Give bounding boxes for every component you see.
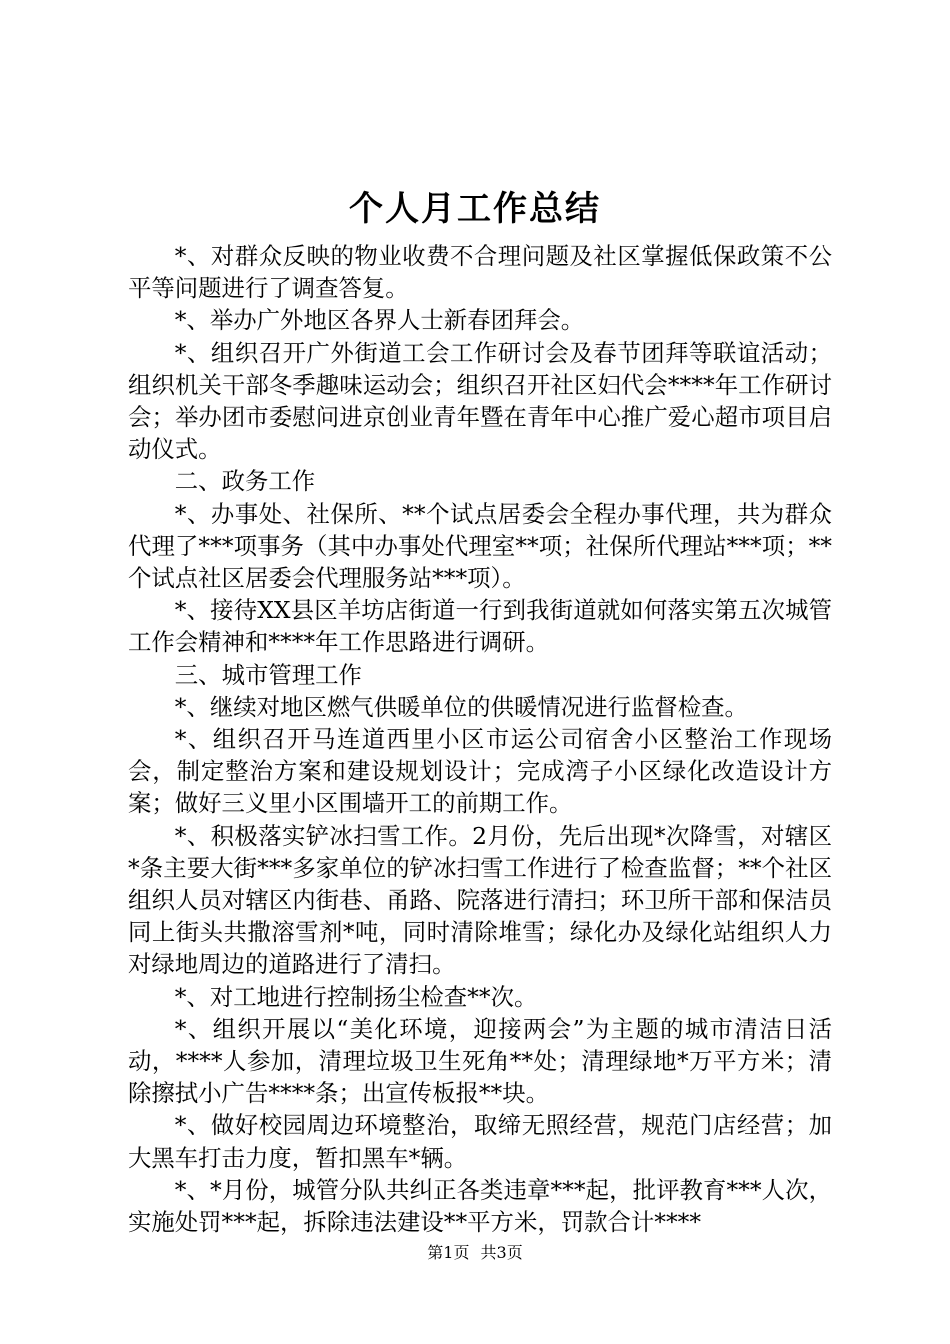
paragraph: *、组织开展以“美化环境，迎接两会”为主题的城市清洁日活动，****人参加，清理垃圾卫生死角**处；清理绿地*万平方米；清除擦拭小广告****条；出宣传板报**块。 [128, 1014, 832, 1108]
section-heading: 三、城市管理工作 [174, 660, 362, 689]
document-body [128, 240, 832, 1238]
paragraph: *、组织召开马连道西里小区市运公司宿舍小区整治工作现场会，制定整治方案和建设规划设计；完成湾子小区绿化改造设计方案；做好三义里小区围墙开工的前期工作。 [128, 725, 832, 818]
page-number-current: 第1页 [427, 1243, 470, 1262]
page-footer [0, 1241, 950, 1265]
section-heading: 二、政务工作 [174, 467, 316, 496]
paragraph: *、办事处、社保所、**个试点居委会全程办事代理，共为群众代理了***项事务（其中办事处代理室**项；社保所代理站***项；**个试点社区居委会代理服务站***项）。 [128, 499, 832, 593]
document-title: 个人月工作总结 [349, 189, 601, 229]
page-number-total: 共3页 [480, 1243, 523, 1262]
paragraph: *、举办广外地区各界人士新春团拜会。 [174, 306, 585, 335]
paragraph: *、*月份，城管分队共纠正各类违章***起，批评教育***人次，实施处罚***起，拆除违法建设**平方米，罚款合计**** [128, 1175, 832, 1237]
paragraph: *、组织召开广外街道工会工作研讨会及春节团拜等联谊活动；组织机关干部冬季趣味运动会；组织召开社区妇代会****年工作研讨会；举办团市委慰问进京创业青年暨在青年中心推广爱心超市项目启动仪式。 [128, 338, 832, 464]
paragraph: *、积极落实铲冰扫雪工作。2月份，先后出现*次降雪，对辖区*条主要大街***多家单位的铲冰扫雪工作进行了检查监督；**个社区组织人员对辖区内街巷、甬路、院落进行清扫；环卫所干部和保洁员同上街头共撒溶雪剂*吨，同时清除堆雪；绿化办及绿化站组织人力对绿地周边的道路进行了清扫。 [128, 821, 832, 979]
paragraph: *、接待XX县区羊坊店街道一行到我街道就如何落实第五次城管工作会精神和****年工作思路进行调研。 [128, 596, 832, 657]
paragraph: *、做好校园周边环境整治，取缔无照经营，规范门店经营；加大黑车打击力度，暂扣黑车*辆。 [128, 1111, 832, 1172]
paragraph: *、继续对地区燃气供暖单位的供暖情况进行监督检查。 [174, 692, 748, 721]
paragraph: *、对工地进行控制扬尘检查**次。 [174, 982, 538, 1011]
paragraph: *、对群众反映的物业收费不合理问题及社区掌握低保政策不公平等问题进行了调查答复。 [128, 242, 832, 303]
